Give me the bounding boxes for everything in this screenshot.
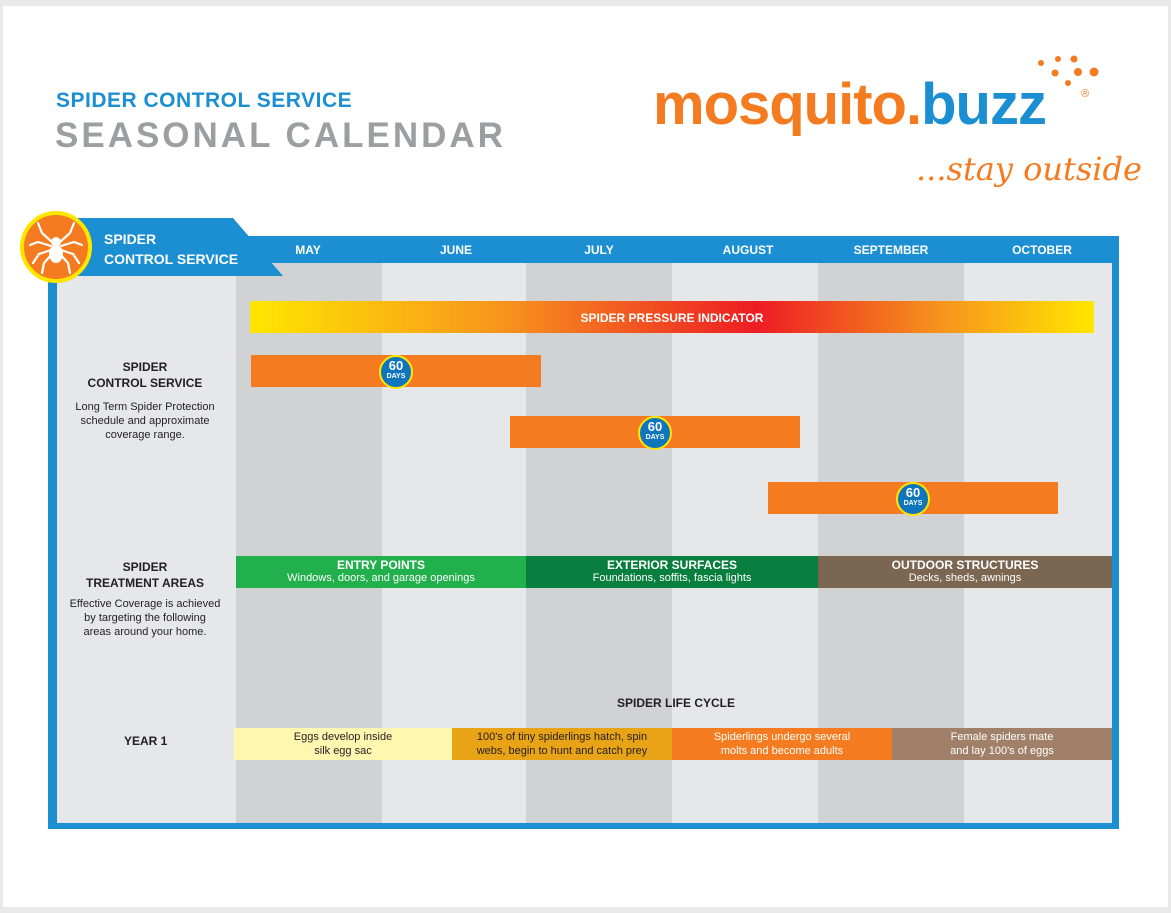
stage-line: and lay 100's of eggs [950, 745, 1054, 757]
brand-logo [653, 72, 1046, 137]
area-exterior-surfaces [526, 556, 818, 588]
life-stage-1 [234, 728, 452, 760]
control-service-heading [55, 359, 235, 391]
days-unit: DAYS [645, 434, 665, 441]
area-title: OUTDOOR STRUCTURES [891, 558, 1039, 572]
stage-line: webs, begin to hunt and catch prey [476, 745, 648, 757]
area-title: EXTERIOR SURFACES [606, 558, 738, 572]
month-header: JUNE [439, 243, 472, 257]
note-line: coverage range. [105, 429, 185, 441]
month-header: MAY [295, 243, 321, 257]
area-subtitle: Foundations, soffits, fascia lights [592, 572, 752, 584]
title-line-2: SEASONAL CALENDAR [55, 116, 506, 155]
spider-icon [24, 215, 88, 279]
pressure-indicator-label: SPIDER PRESSURE INDICATOR [580, 311, 764, 325]
area-title: ENTRY POINTS [336, 558, 425, 572]
life-stage-2 [452, 728, 672, 760]
logo-dots-icon [1030, 55, 1105, 95]
note-line: areas around your home. [83, 626, 207, 638]
month-header: AUGUST [722, 243, 774, 257]
note-line: Effective Coverage is achieved [69, 598, 221, 610]
treatment-areas-note [55, 597, 235, 639]
days-badge [379, 355, 413, 389]
days-number: 60 [647, 419, 663, 434]
days-unit: DAYS [386, 373, 406, 380]
tab-label-line-1: SPIDER [104, 231, 157, 247]
area-outdoor-structures [818, 556, 1112, 588]
life-stage-3 [672, 728, 892, 760]
month-header: JULY [584, 243, 614, 257]
heading-line: CONTROL SERVICE [87, 376, 203, 390]
heading-line: TREATMENT AREAS [86, 576, 204, 590]
note-line: Long Term Spider Protection [75, 401, 215, 413]
days-number: 60 [388, 358, 404, 373]
stage-line: molts and become adults [720, 745, 844, 757]
control-service-note [55, 400, 235, 442]
days-unit: DAYS [903, 500, 923, 507]
area-subtitle: Decks, sheds, awnings [908, 572, 1022, 584]
days-badge [638, 416, 672, 450]
spider-badge [20, 211, 92, 283]
registered-mark: ® [1081, 88, 1090, 100]
note-line: schedule and approximate [80, 415, 210, 427]
stage-line: Eggs develop inside [293, 731, 393, 743]
treatment-areas-heading [55, 559, 235, 591]
stage-line: Female spiders mate [950, 731, 1054, 743]
tagline: ...stay outside [916, 150, 1142, 188]
pressure-indicator-bar [250, 301, 1094, 333]
stage-line: silk egg sac [314, 745, 372, 757]
days-number: 60 [905, 485, 921, 500]
tab-label-line-2: CONTROL SERVICE [104, 251, 239, 267]
logo-part-mosquito: mosquito. [653, 72, 922, 137]
heading-line: SPIDER [122, 560, 168, 574]
life-cycle-title: SPIDER LIFE CYCLE [617, 696, 736, 710]
life-stage-4 [892, 728, 1112, 760]
life-cycle-row-label: YEAR 1 [124, 734, 168, 748]
month-header: OCTOBER [1012, 243, 1072, 257]
month-header: SEPTEMBER [853, 243, 929, 257]
area-subtitle: Windows, doors, and garage openings [287, 572, 475, 584]
heading-line: SPIDER [122, 360, 168, 374]
area-entry-points [236, 556, 526, 588]
note-line: by targeting the following [84, 612, 206, 624]
logo-part-buzz: buzz [921, 72, 1046, 137]
title-line-1: SPIDER CONTROL SERVICE [56, 89, 353, 112]
stage-line: Spiderlings undergo several [713, 731, 851, 743]
stage-line: 100's of tiny spiderlings hatch, spin [476, 731, 648, 743]
days-badge [896, 482, 930, 516]
section-tab-label [104, 229, 238, 269]
